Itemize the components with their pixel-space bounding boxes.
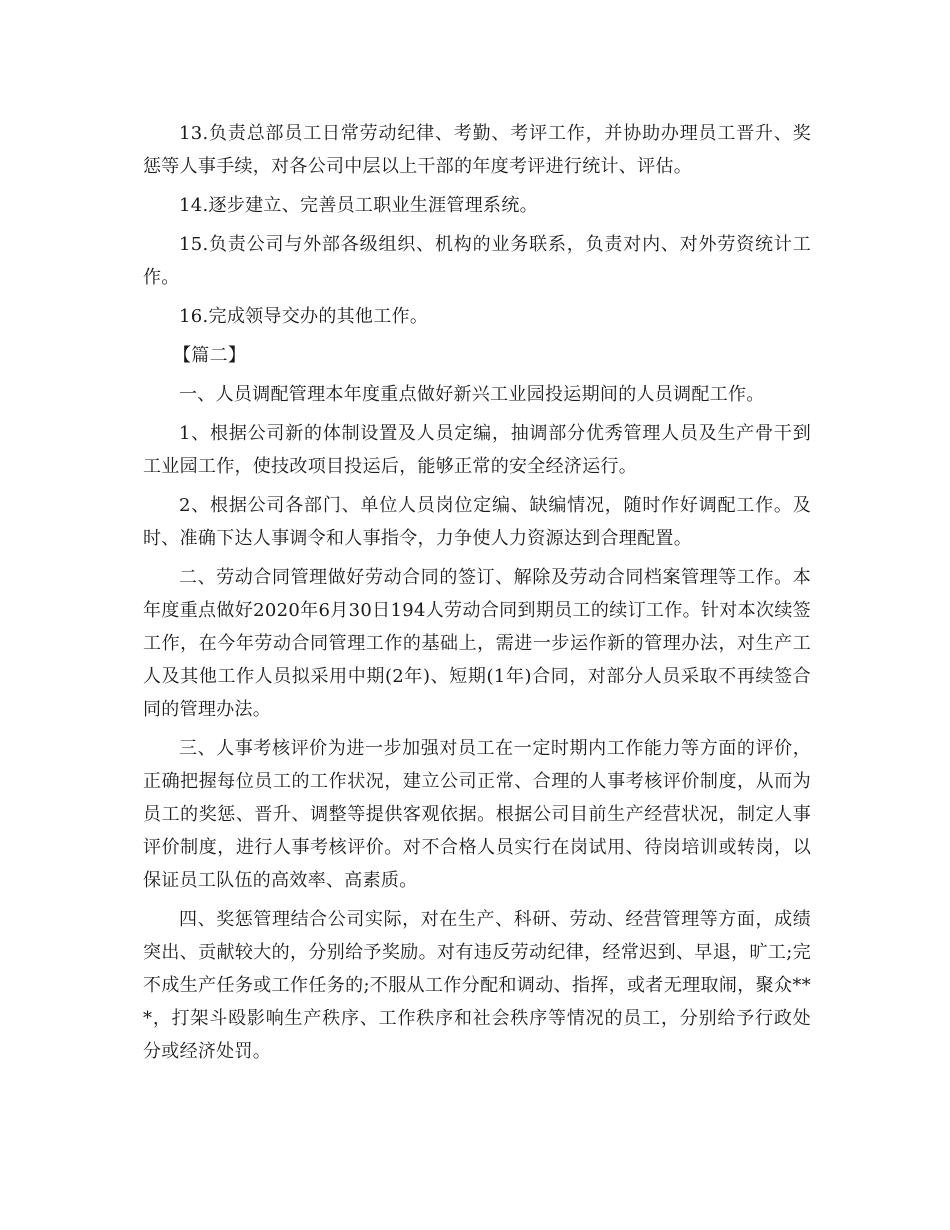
paragraph-staffing: 一、人员调配管理本年度重点做好新兴工业园投运期间的人员调配工作。 [179, 384, 765, 405]
paragraph-labor-contract: 二、劳动合同管理做好劳动合同的签订、解除及劳动合同档案管理等工作。本年度重点做好2020年6月30日194人劳动合同到期员工的续订工作。针对本次续签工作，在今年劳动合同管理工作的基础上，需进一步运作新的管理办法，对生产工人及其他工作人员拟采用中期(2年)、短期(1年)合同，对部分人员采取不再续签合同的管理办法。 [143, 567, 811, 720]
paragraph-item-14: 14.逐步建立、完善员工职业生涯管理系统。 [179, 195, 538, 216]
section-heading: 【篇二】 [173, 345, 247, 366]
paragraph-item-16: 16.完成领导交办的其他工作。 [179, 306, 429, 327]
document-body [143, 117, 811, 1074]
paragraph-item-15: 15.负责公司与外部各级组织、机构的业务联系，负责对内、对外劳资统计工作。 [143, 234, 811, 288]
paragraph-item-13: 13.负责总部员工日常劳动纪律、考勤、考评工作，并协助办理员工晋升、奖惩等人事手续，对各公司中层以上干部的年度考评进行统计、评估。 [143, 123, 811, 177]
paragraph-staffing-2: 2、根据公司各部门、单位人员岗位定编、缺编情况，随时作好调配工作。及时、准确下达人事调令和人事指令，力争使人力资源达到合理配置。 [143, 495, 811, 549]
paragraph-rewards-penalties: 四、奖惩管理结合公司实际，对在生产、科研、劳动、经营管理等方面，成绩突出、贡献较大的，分别给予奖励。对有违反劳动纪律，经常迟到、早退，旷工;完不成生产任务或工作任务的;不服从工作分配和调动、指挥，或者无理取闹，聚众***，打架斗殴影响生产秩序、工作秩序和社会秩序等情况的员工，分别给予行政处分或经济处罚。 [143, 909, 811, 1062]
paragraph-staffing-1: 1、根据公司新的体制设置及人员定编，抽调部分优秀管理人员及生产骨干到工业园工作，使技改项目投运后，能够正常的安全经济运行。 [143, 423, 811, 477]
paragraph-evaluation: 三、人事考核评价为进一步加强对员工在一定时期内工作能力等方面的评价，正确把握每位员工的工作状况，建立公司正常、合理的人事考核评价制度，从而为员工的奖惩、晋升、调整等提供客观依据。根据公司目前生产经营状况，制定人事评价制度，进行人事考核评价。对不合格人员实行在岗试用、待岗培训或转岗，以保证员工队伍的高效率、高素质。 [143, 738, 811, 891]
